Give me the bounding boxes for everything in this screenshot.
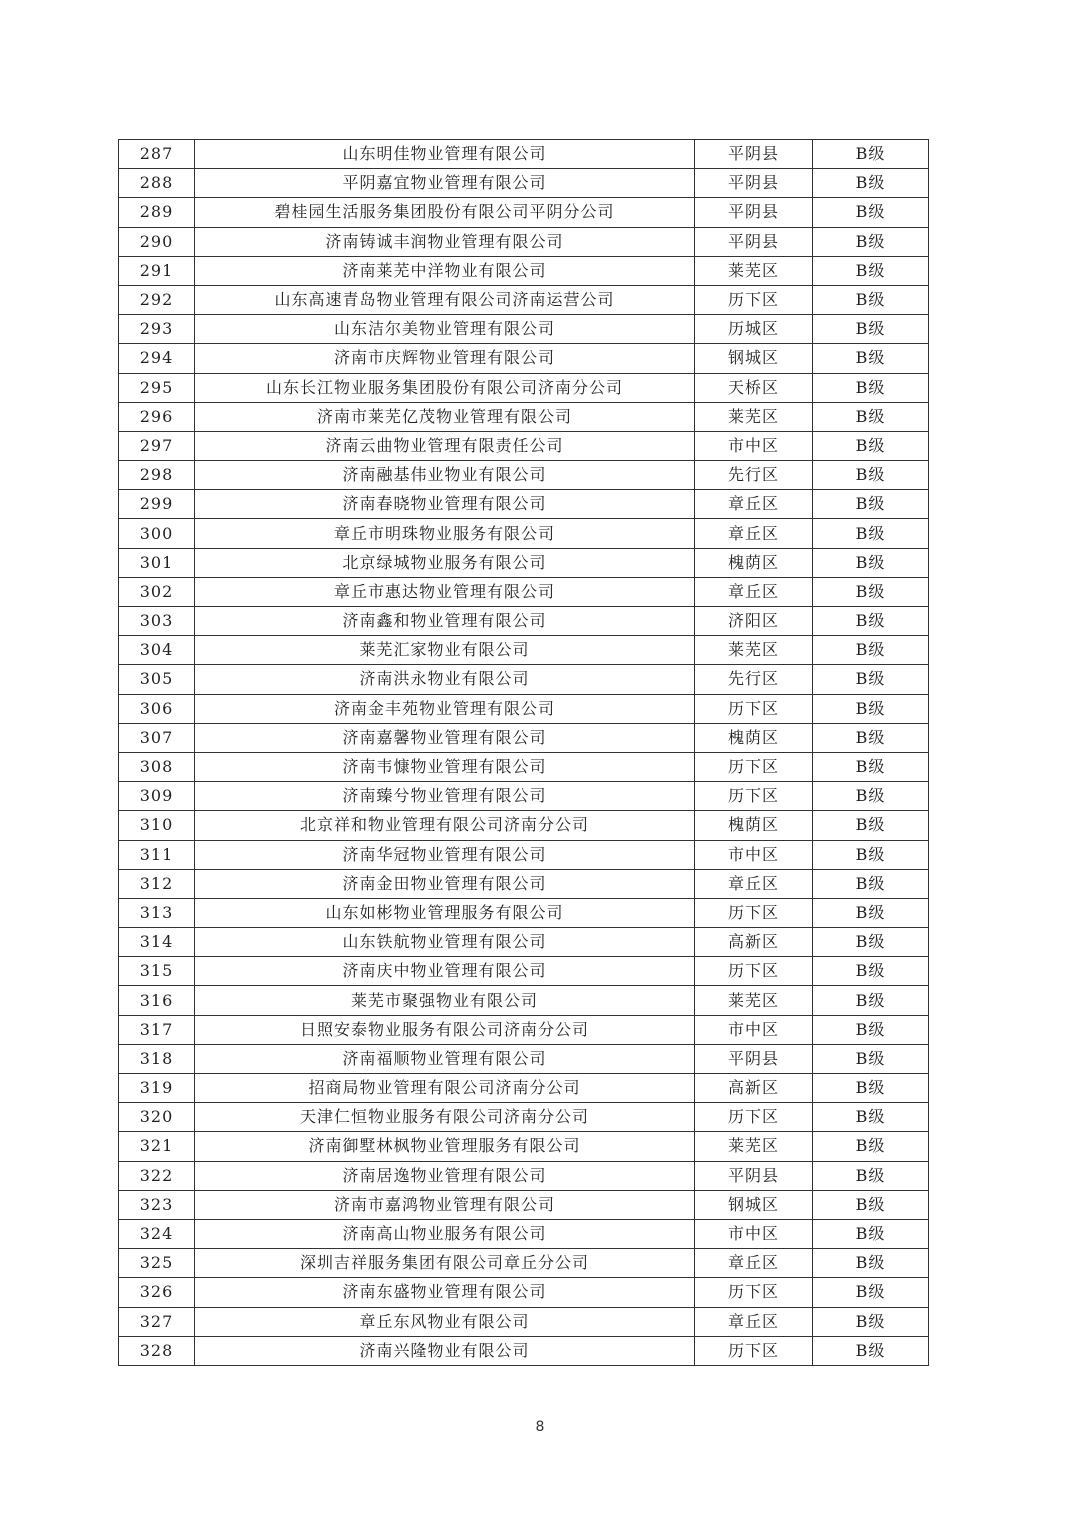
district-cell: 莱芜区	[695, 636, 813, 665]
table-row	[119, 869, 929, 898]
table-row	[119, 1161, 929, 1190]
company-name-cell: 章丘市明珠物业服务有限公司	[195, 519, 695, 548]
district-cell: 历下区	[695, 782, 813, 811]
district-cell: 莱芜区	[695, 986, 813, 1015]
company-name-cell: 山东长江物业服务集团股份有限公司济南分公司	[195, 373, 695, 402]
company-name-cell: 济南韦慷物业管理有限公司	[195, 752, 695, 781]
grade-cell: B级	[813, 1249, 929, 1278]
grade-cell: B级	[813, 1161, 929, 1190]
grade-cell: B级	[813, 373, 929, 402]
company-name-cell: 济南铸诚丰润物业管理有限公司	[195, 227, 695, 256]
district-cell: 高新区	[695, 928, 813, 957]
row-number-cell: 318	[119, 1044, 195, 1073]
table-row	[119, 840, 929, 869]
grade-cell: B级	[813, 869, 929, 898]
company-name-cell: 济南居逸物业管理有限公司	[195, 1161, 695, 1190]
company-name-cell: 平阴嘉宜物业管理有限公司	[195, 169, 695, 198]
table-row	[119, 898, 929, 927]
district-cell: 济阳区	[695, 607, 813, 636]
row-number-cell: 313	[119, 898, 195, 927]
row-number-cell: 315	[119, 957, 195, 986]
district-cell: 历城区	[695, 315, 813, 344]
table-row	[119, 694, 929, 723]
district-cell: 历下区	[695, 285, 813, 314]
row-number-cell: 292	[119, 285, 195, 314]
grade-cell: B级	[813, 1307, 929, 1336]
grade-cell: B级	[813, 636, 929, 665]
company-name-cell: 济南市嘉鸿物业管理有限公司	[195, 1190, 695, 1219]
row-number-cell: 306	[119, 694, 195, 723]
row-number-cell: 311	[119, 840, 195, 869]
row-number-cell: 326	[119, 1278, 195, 1307]
grade-cell: B级	[813, 198, 929, 227]
grade-cell: B级	[813, 1103, 929, 1132]
grade-cell: B级	[813, 1074, 929, 1103]
grade-cell: B级	[813, 1044, 929, 1073]
table-row	[119, 285, 929, 314]
row-number-cell: 294	[119, 344, 195, 373]
company-name-cell: 深圳吉祥服务集团有限公司章丘分公司	[195, 1249, 695, 1278]
district-cell: 高新区	[695, 1074, 813, 1103]
table-row	[119, 140, 929, 169]
table-row	[119, 811, 929, 840]
company-name-cell: 济南融基伟业物业有限公司	[195, 461, 695, 490]
company-name-cell: 山东洁尔美物业管理有限公司	[195, 315, 695, 344]
grade-cell: B级	[813, 256, 929, 285]
company-name-cell: 济南莱芜中洋物业有限公司	[195, 256, 695, 285]
row-number-cell: 325	[119, 1249, 195, 1278]
district-cell: 莱芜区	[695, 256, 813, 285]
district-cell: 历下区	[695, 1103, 813, 1132]
row-number-cell: 299	[119, 490, 195, 519]
grade-cell: B级	[813, 782, 929, 811]
grade-cell: B级	[813, 607, 929, 636]
company-name-cell: 济南鑫和物业管理有限公司	[195, 607, 695, 636]
row-number-cell: 296	[119, 402, 195, 431]
table-row	[119, 577, 929, 606]
table-row	[119, 198, 929, 227]
row-number-cell: 290	[119, 227, 195, 256]
table-row	[119, 519, 929, 548]
row-number-cell: 327	[119, 1307, 195, 1336]
company-name-cell: 济南兴隆物业有限公司	[195, 1336, 695, 1365]
row-number-cell: 309	[119, 782, 195, 811]
row-number-cell: 324	[119, 1219, 195, 1248]
table-row	[119, 315, 929, 344]
district-cell: 市中区	[695, 840, 813, 869]
district-cell: 章丘区	[695, 869, 813, 898]
district-cell: 槐荫区	[695, 811, 813, 840]
grade-cell: B级	[813, 665, 929, 694]
company-name-cell: 碧桂园生活服务集团股份有限公司平阴分公司	[195, 198, 695, 227]
company-name-cell: 北京绿城物业服务有限公司	[195, 548, 695, 577]
company-name-cell: 济南市莱芜亿茂物业管理有限公司	[195, 402, 695, 431]
row-number-cell: 288	[119, 169, 195, 198]
district-cell: 槐荫区	[695, 548, 813, 577]
company-name-cell: 山东铁航物业管理有限公司	[195, 928, 695, 957]
district-cell: 章丘区	[695, 577, 813, 606]
grade-cell: B级	[813, 227, 929, 256]
grade-cell: B级	[813, 986, 929, 1015]
district-cell: 历下区	[695, 957, 813, 986]
district-cell: 平阴县	[695, 198, 813, 227]
table-body	[119, 140, 929, 1366]
company-name-cell: 山东高速青岛物业管理有限公司济南运营公司	[195, 285, 695, 314]
district-cell: 历下区	[695, 694, 813, 723]
district-cell: 章丘区	[695, 519, 813, 548]
table-row	[119, 1278, 929, 1307]
row-number-cell: 304	[119, 636, 195, 665]
company-name-cell: 济南御墅林枫物业管理服务有限公司	[195, 1132, 695, 1161]
district-cell: 历下区	[695, 1278, 813, 1307]
grade-cell: B级	[813, 723, 929, 752]
district-cell: 市中区	[695, 431, 813, 460]
grade-cell: B级	[813, 752, 929, 781]
company-name-cell: 济南福顺物业管理有限公司	[195, 1044, 695, 1073]
company-name-cell: 济南市庆辉物业管理有限公司	[195, 344, 695, 373]
row-number-cell: 312	[119, 869, 195, 898]
table-row	[119, 1190, 929, 1219]
row-number-cell: 307	[119, 723, 195, 752]
district-cell: 槐荫区	[695, 723, 813, 752]
district-cell: 历下区	[695, 898, 813, 927]
district-cell: 章丘区	[695, 1307, 813, 1336]
table-row	[119, 1044, 929, 1073]
grade-cell: B级	[813, 402, 929, 431]
table-row	[119, 548, 929, 577]
company-name-cell: 济南春晓物业管理有限公司	[195, 490, 695, 519]
table-row	[119, 1219, 929, 1248]
company-name-cell: 山东明佳物业管理有限公司	[195, 140, 695, 169]
row-number-cell: 287	[119, 140, 195, 169]
table-row	[119, 665, 929, 694]
grade-cell: B级	[813, 285, 929, 314]
grade-cell: B级	[813, 577, 929, 606]
grade-cell: B级	[813, 461, 929, 490]
row-number-cell: 297	[119, 431, 195, 460]
district-cell: 历下区	[695, 752, 813, 781]
table-row	[119, 402, 929, 431]
table-row	[119, 607, 929, 636]
row-number-cell: 323	[119, 1190, 195, 1219]
row-number-cell: 321	[119, 1132, 195, 1161]
row-number-cell: 328	[119, 1336, 195, 1365]
table-row	[119, 1015, 929, 1044]
table-row	[119, 344, 929, 373]
table-row	[119, 227, 929, 256]
grade-cell: B级	[813, 811, 929, 840]
table-row	[119, 986, 929, 1015]
district-cell: 钢城区	[695, 1190, 813, 1219]
table-row	[119, 1132, 929, 1161]
district-cell: 莱芜区	[695, 402, 813, 431]
table-row	[119, 1074, 929, 1103]
district-cell: 平阴县	[695, 140, 813, 169]
district-cell: 先行区	[695, 461, 813, 490]
company-name-cell: 济南臻兮物业管理有限公司	[195, 782, 695, 811]
grade-cell: B级	[813, 898, 929, 927]
table-row	[119, 1336, 929, 1365]
row-number-cell: 310	[119, 811, 195, 840]
row-number-cell: 322	[119, 1161, 195, 1190]
table-row	[119, 928, 929, 957]
table-row	[119, 636, 929, 665]
table-row	[119, 1307, 929, 1336]
company-name-cell: 济南金丰苑物业管理有限公司	[195, 694, 695, 723]
row-number-cell: 295	[119, 373, 195, 402]
district-cell: 莱芜区	[695, 1132, 813, 1161]
grade-cell: B级	[813, 431, 929, 460]
district-cell: 天桥区	[695, 373, 813, 402]
page-number: 8	[535, 1419, 545, 1435]
table-row	[119, 169, 929, 198]
company-name-cell: 济南华冠物业管理有限公司	[195, 840, 695, 869]
grade-cell: B级	[813, 1190, 929, 1219]
row-number-cell: 289	[119, 198, 195, 227]
company-name-cell: 章丘东风物业有限公司	[195, 1307, 695, 1336]
district-cell: 平阴县	[695, 169, 813, 198]
company-name-cell: 山东如彬物业管理服务有限公司	[195, 898, 695, 927]
company-name-cell: 济南云曲物业管理有限责任公司	[195, 431, 695, 460]
district-cell: 市中区	[695, 1219, 813, 1248]
table-row	[119, 752, 929, 781]
grade-cell: B级	[813, 344, 929, 373]
grade-cell: B级	[813, 315, 929, 344]
grade-cell: B级	[813, 1015, 929, 1044]
company-name-cell: 招商局物业管理有限公司济南分公司	[195, 1074, 695, 1103]
grade-cell: B级	[813, 840, 929, 869]
company-name-cell: 济南高山物业服务有限公司	[195, 1219, 695, 1248]
property-company-table	[118, 139, 929, 1366]
table-row	[119, 1249, 929, 1278]
district-cell: 平阴县	[695, 1161, 813, 1190]
row-number-cell: 302	[119, 577, 195, 606]
table-row	[119, 373, 929, 402]
company-name-cell: 日照安泰物业服务有限公司济南分公司	[195, 1015, 695, 1044]
row-number-cell: 298	[119, 461, 195, 490]
table-row	[119, 461, 929, 490]
row-number-cell: 320	[119, 1103, 195, 1132]
grade-cell: B级	[813, 548, 929, 577]
district-cell: 市中区	[695, 1015, 813, 1044]
district-cell: 章丘区	[695, 490, 813, 519]
grade-cell: B级	[813, 928, 929, 957]
district-cell: 平阴县	[695, 227, 813, 256]
row-number-cell: 317	[119, 1015, 195, 1044]
table-row	[119, 431, 929, 460]
company-name-cell: 莱芜市聚强物业有限公司	[195, 986, 695, 1015]
grade-cell: B级	[813, 694, 929, 723]
company-name-cell: 天津仁恒物业服务有限公司济南分公司	[195, 1103, 695, 1132]
table-row	[119, 490, 929, 519]
row-number-cell: 291	[119, 256, 195, 285]
district-cell: 平阴县	[695, 1044, 813, 1073]
row-number-cell: 314	[119, 928, 195, 957]
row-number-cell: 293	[119, 315, 195, 344]
grade-cell: B级	[813, 519, 929, 548]
grade-cell: B级	[813, 490, 929, 519]
grade-cell: B级	[813, 1219, 929, 1248]
row-number-cell: 319	[119, 1074, 195, 1103]
company-name-cell: 济南嘉馨物业管理有限公司	[195, 723, 695, 752]
company-name-cell: 章丘市惠达物业管理有限公司	[195, 577, 695, 606]
grade-cell: B级	[813, 957, 929, 986]
company-name-cell: 济南洪永物业有限公司	[195, 665, 695, 694]
row-number-cell: 308	[119, 752, 195, 781]
district-cell: 钢城区	[695, 344, 813, 373]
grade-cell: B级	[813, 1278, 929, 1307]
row-number-cell: 303	[119, 607, 195, 636]
district-cell: 历下区	[695, 1336, 813, 1365]
company-name-cell: 济南庆中物业管理有限公司	[195, 957, 695, 986]
row-number-cell: 316	[119, 986, 195, 1015]
table-row	[119, 1103, 929, 1132]
row-number-cell: 300	[119, 519, 195, 548]
grade-cell: B级	[813, 140, 929, 169]
grade-cell: B级	[813, 1336, 929, 1365]
company-name-cell: 济南金田物业管理有限公司	[195, 869, 695, 898]
row-number-cell: 305	[119, 665, 195, 694]
row-number-cell: 301	[119, 548, 195, 577]
company-name-cell: 济南东盛物业管理有限公司	[195, 1278, 695, 1307]
company-name-cell: 莱芜汇家物业有限公司	[195, 636, 695, 665]
grade-cell: B级	[813, 1132, 929, 1161]
grade-cell: B级	[813, 169, 929, 198]
table-row	[119, 256, 929, 285]
company-name-cell: 北京祥和物业管理有限公司济南分公司	[195, 811, 695, 840]
district-cell: 章丘区	[695, 1249, 813, 1278]
district-cell: 先行区	[695, 665, 813, 694]
table-row	[119, 782, 929, 811]
table-row	[119, 723, 929, 752]
table-row	[119, 957, 929, 986]
